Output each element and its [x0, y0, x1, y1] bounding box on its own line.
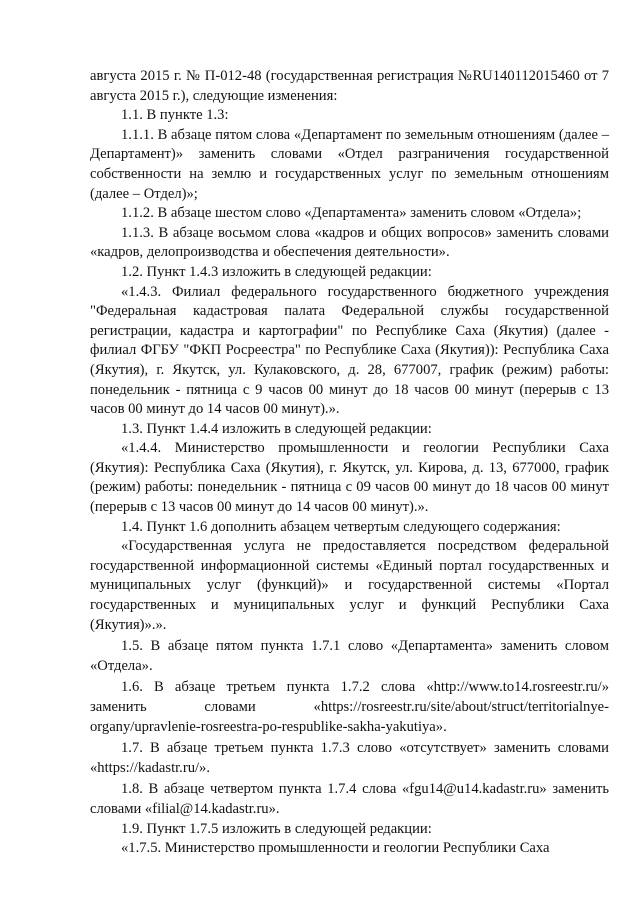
paragraph-1-5: 1.5. В абзаце пятом пункта 1.7.1 слово «Департамента» заменить словом «Отдела». — [90, 638, 609, 674]
paragraph-1-1-2: 1.1.2. В абзаце шестом слово «Департамента» заменить словом «Отдела»; — [121, 205, 582, 222]
paragraph-1-4: 1.4. Пункт 1.6 дополнить абзацем четвертым следующего содержания: — [121, 518, 561, 535]
paragraph-intro: августа 2015 г. № П-012-48 (государственная регистрация №RU140112015460 от 7 августа 2015 г.), следующие изменения: — [90, 68, 609, 104]
paragraph-1-4-4-text: «1.4.4. Министерство промышленности и геологии Республики Саха (Якутия): Республика Саха (Якутия), г. Якутск, ул. Кирова, д. 13, 677000, график (режим) работы: понедельник - пятница с 09 часов 00 минут до 18 часов 00 минут (перерыв с 13 часов 00 минут до 14 часов 00 минут).». — [90, 440, 609, 516]
paragraph-1-1-3: 1.1.3. В абзаце восьмом слова «кадров и общих вопросов» заменить словами «кадров, делопроизводства и обеспечения деятельности». — [90, 224, 609, 261]
paragraph-1-3: 1.3. Пункт 1.4.4 изложить в следующей редакции: — [121, 420, 432, 437]
paragraph-1-6: 1.6. В абзаце третьем пункта 1.7.2 слова «http://www.to14.rosreestr.ru/» заменить словами «https://rosreestr.ru/site/about/struct/territorialnye-organy/upravlenie-rosreestra-po-respublike-sakha-yakutiya». — [90, 679, 609, 735]
paragraph-1-4-3-text: «1.4.3. Филиал федерального государственного бюджетного учреждения "Федеральная кадастровая палата Федеральной службы государственной регистрации, кадастра и картографии" по Республике Саха (Якутия) (далее - филиал ФГБУ "ФКП Росреестра" по Республике Саха (Якутия)): Республика Саха (Якутия), г. Якутск, ул. Кулаковского, д. 28, 677007, график (режим) работы: понедельник - пятница с 9 часов 00 минут до 18 часов 00 минут (перерыв с 13 часов 00 минут до 14 часов 00 минут).». — [90, 283, 609, 418]
paragraph-1-2: 1.2. Пункт 1.4.3 изложить в следующей редакции: — [121, 263, 432, 280]
paragraph-1-9: 1.9. Пункт 1.7.5 изложить в следующей редакции: — [121, 820, 432, 837]
paragraph-1-7: 1.7. В абзаце третьем пункта 1.7.3 слово «отсутствует» заменить словами «https://kadastr.ru/». — [90, 740, 609, 776]
paragraph-1-6-text: «Государственная услуга не предоставляется посредством федеральной государственной информационной системы «Единый портал государственных и муниципальных услуг (функций)» и государственной системы «Портал государственных и муниципальных услуг и функций Республики Саха (Якутия)».». — [90, 538, 609, 633]
paragraph-1-1: 1.1. В пункте 1.3: — [121, 107, 229, 124]
paragraph-1-1-1: 1.1.1. В абзаце пятом слова «Департамент по земельным отношениям (далее – Департамент)» заменить словами «Отдел разграничения государственной собственности на землю и государственных услуг по земельным отношениям (далее – Отдел)»; — [90, 126, 609, 202]
paragraph-1-7-5-text: «1.7.5. Министерство промышленности и геологии Республики Саха — [121, 840, 550, 857]
paragraph-1-8: 1.8. В абзаце четвертом пункта 1.7.4 слова «fgu14@u14.kadastr.ru» заменить словами «filial@14.kadastr.ru». — [90, 781, 609, 817]
document-page — [90, 67, 609, 859]
